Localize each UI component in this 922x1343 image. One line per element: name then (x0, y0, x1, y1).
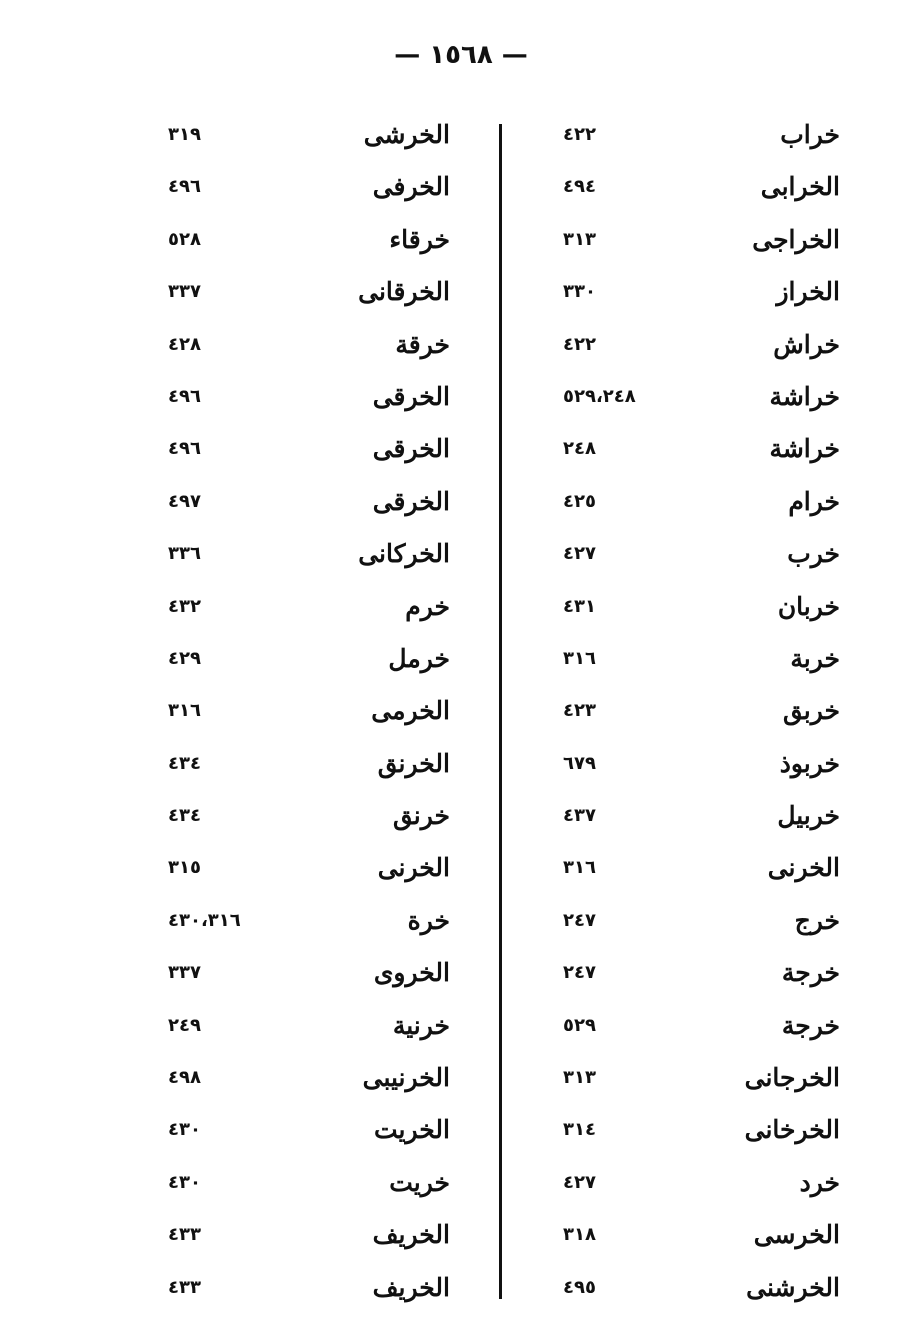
entry-pages: ٤٣٠ (168, 1171, 201, 1193)
index-entry (555, 1105, 840, 1157)
entry-pages: ٣١٦ (563, 857, 596, 879)
index-entry (555, 948, 840, 1000)
index-entry (555, 1053, 840, 1105)
index-entry (160, 1158, 450, 1210)
index-entry (555, 320, 840, 372)
index-entry (555, 1158, 840, 1210)
entry-pages: ٣٣٠ (563, 281, 596, 303)
entry-pages: ٤٩٦ (168, 438, 201, 460)
entry-name: الخرکانی (358, 539, 450, 569)
entry-pages: ٤٢٧ (563, 1171, 596, 1193)
index-entry (555, 739, 840, 791)
entry-name: الخرسی (753, 1220, 840, 1250)
entry-pages: ٤٢٣ (563, 700, 596, 722)
entry-name: الخرنق (377, 748, 450, 778)
index-entry (555, 634, 840, 686)
entry-name: الخروی (373, 958, 450, 988)
entry-pages: ٤٣٠ (168, 1119, 201, 1141)
entry-pages: ٤٣٠،٣١٦ (168, 909, 241, 931)
entry-name: خراشة (769, 434, 840, 464)
entry-pages: ٤٢٩ (168, 647, 201, 669)
entry-pages: ٤٩٤ (563, 176, 596, 198)
entry-name: الخراجی (752, 224, 840, 254)
entry-pages: ٣٣٧ (168, 962, 201, 984)
index-entry (160, 843, 450, 895)
entry-name: خربق (782, 696, 840, 726)
entry-pages: ٤٢٨ (168, 333, 201, 355)
entry-pages: ٤٢٥ (563, 490, 596, 512)
index-entry (555, 791, 840, 843)
index-entry (160, 1053, 450, 1105)
index-entry (160, 739, 450, 791)
entry-pages: ٣١٨ (563, 1224, 596, 1246)
index-entry (555, 267, 840, 319)
entry-name: خراشة (769, 381, 840, 411)
index-entry (160, 529, 450, 581)
entry-pages: ٤٩٨ (168, 1067, 201, 1089)
page-number-header: — ١٥٦٨ — (394, 40, 528, 70)
index-entry (160, 1210, 450, 1262)
entry-pages: ٥٢٨ (168, 228, 201, 250)
entry-name: الخرمی (371, 696, 450, 726)
entry-pages: ٥٢٩ (563, 1014, 596, 1036)
entry-pages: ٣١٥ (168, 857, 201, 879)
index-entry (160, 896, 450, 948)
entry-name: الخرشنی (746, 1272, 840, 1302)
index-entry (160, 110, 450, 162)
entry-name: خرم (405, 591, 450, 621)
index-entry (160, 1105, 450, 1157)
entry-name: خرب (787, 539, 840, 569)
index-entry (555, 162, 840, 214)
index-entry (160, 948, 450, 1000)
index-entry (160, 791, 450, 843)
entry-pages: ٤٣٢ (168, 595, 201, 617)
entry-pages: ٢٤٩ (168, 1014, 201, 1036)
index-entry (160, 477, 450, 529)
entry-name: الخرقی (372, 434, 450, 464)
entry-name: الخریت (373, 1115, 450, 1145)
entry-pages: ٣١٦ (168, 700, 201, 722)
index-entry (555, 896, 840, 948)
entry-name: خریت (389, 1167, 450, 1197)
entry-name: الخراز (776, 277, 840, 307)
entry-pages: ٣١٣ (563, 1067, 596, 1089)
index-column-left (160, 110, 450, 1315)
entry-name: خرجة (781, 958, 840, 988)
entry-name: الخرنی (377, 853, 450, 883)
entry-name: خرجة (781, 1010, 840, 1040)
index-entry (160, 634, 450, 686)
index-entry (160, 372, 450, 424)
index-entry (160, 582, 450, 634)
entry-pages: ٣١٤ (563, 1119, 596, 1141)
entry-pages: ٣١٣ (563, 228, 596, 250)
entry-name: خربوذ (779, 748, 840, 778)
entry-name: خربة (790, 643, 840, 673)
index-entry (160, 215, 450, 267)
index-entry (160, 267, 450, 319)
entry-pages: ٤٩٦ (168, 176, 201, 198)
index-entry (555, 843, 840, 895)
index-entry (555, 686, 840, 738)
entry-name: خرمل (388, 643, 450, 673)
entry-name: خرة (407, 905, 450, 935)
entry-name: خرج (794, 905, 840, 935)
index-entry (555, 110, 840, 162)
index-entry (555, 1001, 840, 1053)
index-entry (160, 320, 450, 372)
index-entry (160, 1001, 450, 1053)
index-entry (555, 582, 840, 634)
entry-name: خرنیة (392, 1010, 450, 1040)
entry-pages: ٣١٩ (168, 124, 201, 145)
index-entry (555, 1263, 840, 1315)
entry-pages: ٤٩٦ (168, 385, 201, 407)
index-entry (555, 529, 840, 581)
entry-name: الخرنیبی (362, 1063, 450, 1093)
entry-pages: ٤٣٣ (168, 1224, 201, 1246)
entry-name: الخریف (372, 1220, 450, 1250)
index-entry (555, 215, 840, 267)
entry-pages: ٢٤٧ (563, 909, 596, 931)
index-entry (160, 686, 450, 738)
index-entry (160, 424, 450, 476)
entry-pages: ٢٤٧ (563, 962, 596, 984)
entry-pages: ٤٩٥ (563, 1276, 596, 1298)
entry-name: خرد (799, 1167, 840, 1197)
entry-pages: ٤٣٧ (563, 805, 596, 827)
entry-pages: ٤٢٢ (563, 333, 596, 355)
entry-name: خرقاء (389, 224, 450, 254)
entry-name: خربان (777, 591, 840, 621)
entry-name: خرقة (395, 329, 450, 359)
entry-pages: ٤٣٣ (168, 1276, 201, 1298)
entry-pages: ٤٢٧ (563, 543, 596, 565)
entry-name: الخرجانی (744, 1063, 840, 1093)
entry-pages: ٤٣٤ (168, 752, 201, 774)
entry-name: الخرخانی (744, 1115, 840, 1145)
entry-pages: ٤٩٧ (168, 490, 201, 512)
entry-name: الخرفی (372, 172, 450, 202)
entry-name: الخریف (372, 1272, 450, 1302)
index-entry (555, 424, 840, 476)
entry-name: الخرقی (372, 381, 450, 411)
entry-pages: ٤٣٤ (168, 805, 201, 827)
index-entry (555, 477, 840, 529)
entry-name: الخرشی (363, 120, 450, 149)
entry-pages: ٣١٦ (563, 647, 596, 669)
entry-name: الخرقی (372, 486, 450, 516)
column-divider (499, 124, 502, 1299)
entry-pages: ٣٣٦ (168, 543, 201, 565)
entry-pages: ٢٤٨ (563, 438, 596, 460)
index-entry (555, 1210, 840, 1262)
index-entry (160, 162, 450, 214)
entry-name: خراب (780, 120, 840, 149)
entry-pages: ٤٣١ (563, 595, 596, 617)
entry-pages: ٦٧٩ (563, 752, 596, 774)
entry-pages: ٣٣٧ (168, 281, 201, 303)
index-column-right (555, 110, 840, 1315)
entry-name: الخرنی (767, 853, 840, 883)
entry-name: خربیل (777, 801, 840, 831)
entry-name: الخرابی (760, 172, 840, 202)
index-entry (555, 372, 840, 424)
entry-pages: ٤٢٢ (563, 124, 596, 145)
entry-name: خرام (788, 486, 840, 516)
entry-name: الخرقانی (358, 277, 450, 307)
entry-name: خرنق (392, 801, 450, 831)
entry-name: خراش (773, 329, 840, 359)
index-entry (160, 1263, 450, 1315)
entry-pages: ٥٢٩،٢٤٨ (563, 385, 636, 407)
